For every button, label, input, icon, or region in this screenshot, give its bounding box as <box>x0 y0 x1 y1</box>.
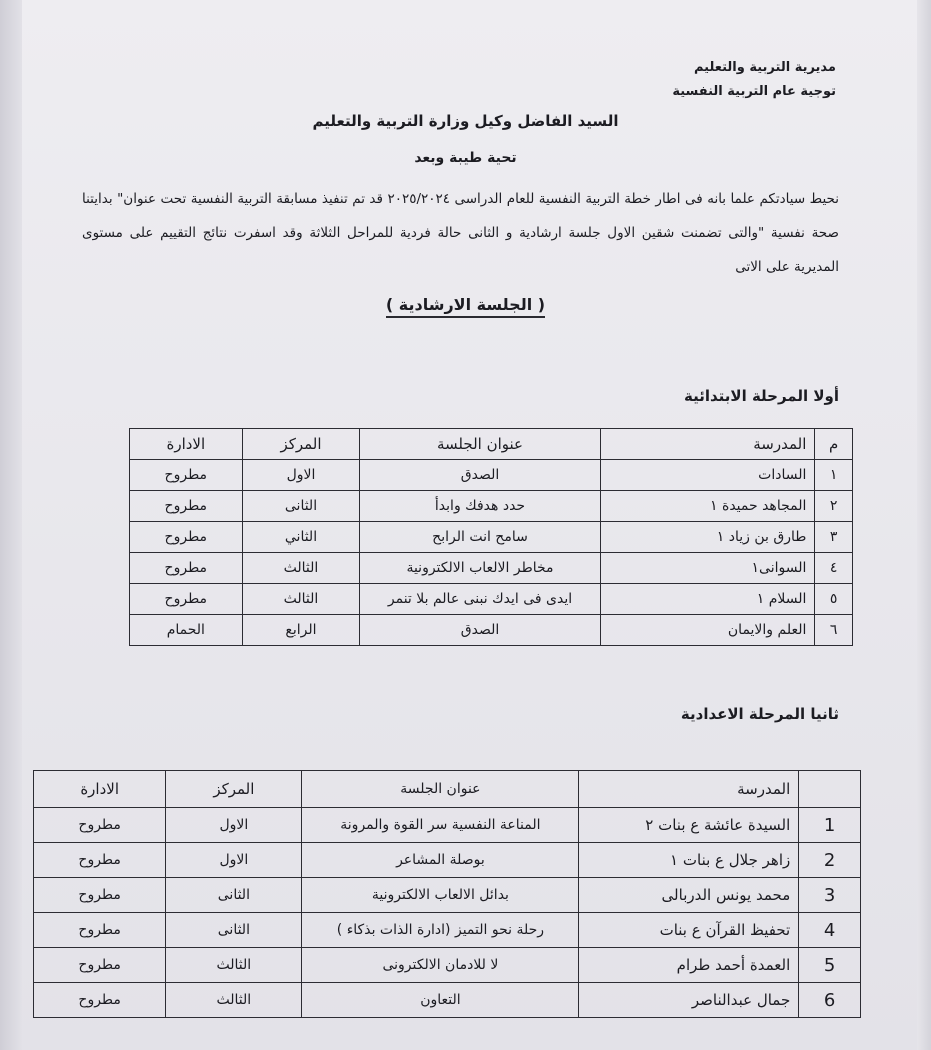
row-num: ٥ <box>815 584 853 615</box>
row-num: ٣ <box>815 522 853 553</box>
row-rank: الاول <box>166 843 302 878</box>
header-rank: المركز <box>166 771 302 808</box>
row-session-title: بدائل الالعاب الالكترونية <box>302 878 579 913</box>
table-row <box>130 491 853 522</box>
letter-addressee: السيد الفاضل وكيل وزارة التربية والتعليم <box>312 112 619 130</box>
row-session-title: بوصلة المشاعر <box>302 843 579 878</box>
row-num: 3 <box>799 878 861 913</box>
row-num: 5 <box>799 948 861 983</box>
header-session-title: عنوان الجلسة <box>360 429 600 460</box>
preparatory-results-table <box>33 770 861 1018</box>
row-rank: الثالث <box>242 553 360 584</box>
row-school: تحفيظ القرآن ع بنات <box>579 913 799 948</box>
letter-greeting: تحية طيبة وبعد <box>414 150 517 166</box>
row-school: السادات <box>600 460 815 491</box>
row-num: 1 <box>799 808 861 843</box>
directorate-name: مديرية التربية والتعليم <box>693 60 836 75</box>
row-admin: مطروح <box>34 808 166 843</box>
row-admin: مطروح <box>130 584 243 615</box>
row-session-title: المناعة النفسية سر القوة والمرونة <box>302 808 579 843</box>
row-session-title: التعاون <box>302 983 579 1018</box>
primary-results-table <box>129 428 853 646</box>
department-name: توجية عام التربية النفسية <box>672 84 836 99</box>
row-admin: مطروح <box>130 491 243 522</box>
session-heading <box>0 295 931 314</box>
row-session-title: حدد هدفك وابدأ <box>360 491 600 522</box>
row-admin: مطروح <box>34 843 166 878</box>
preparatory-stage-title: ثانيا المرحلة الاعدادية <box>680 705 839 723</box>
row-rank: الثالث <box>166 983 302 1018</box>
row-num: ٢ <box>815 491 853 522</box>
table-row <box>130 584 853 615</box>
header-admin: الادارة <box>130 429 243 460</box>
row-school: المجاهد حميدة ١ <box>600 491 815 522</box>
row-session-title: سامح انت الرابح <box>360 522 600 553</box>
header-school: المدرسة <box>600 429 815 460</box>
header-admin: الادارة <box>34 771 166 808</box>
row-admin: مطروح <box>34 913 166 948</box>
row-rank: الثالث <box>242 584 360 615</box>
header-rank: المركز <box>242 429 360 460</box>
row-num: ٤ <box>815 553 853 584</box>
row-admin: مطروح <box>130 522 243 553</box>
row-school: السوانى١ <box>600 553 815 584</box>
row-rank: الثانى <box>166 878 302 913</box>
row-admin: مطروح <box>34 878 166 913</box>
table-row <box>130 522 853 553</box>
table-row <box>130 615 853 646</box>
row-school: طارق بن زياد ١ <box>600 522 815 553</box>
header-session-title: عنوان الجلسة <box>302 771 579 808</box>
row-school: العمدة أحمد طرام <box>579 948 799 983</box>
table-row <box>34 878 861 913</box>
row-admin: الحمام <box>130 615 243 646</box>
row-school: العلم والايمان <box>600 615 815 646</box>
table-row <box>34 948 861 983</box>
row-session-title: مخاطر الالعاب الالكترونية <box>360 553 600 584</box>
row-admin: مطروح <box>130 460 243 491</box>
row-session-title: لا للادمان الالكترونى <box>302 948 579 983</box>
row-rank: الاول <box>166 808 302 843</box>
row-num: ١ <box>815 460 853 491</box>
letter-body: نحيط سيادتكم علما بانه فى اطار خطة التربية النفسية للعام الدراسى ٢٠٢٥/٢٠٢٤ قد تم تنفيذ مسابقة التربية النفسية تحت عنوان" بدايتنا صحة نفسية "والتى تضمنت شقين الاول جلسة ارشادية و الثانى حالة فردية للمراحل الثلاثة وقد اسفرت نتائج التقييم على مستوى المديرية على الاتى <box>82 191 839 275</box>
row-num: 4 <box>799 913 861 948</box>
table-row <box>34 808 861 843</box>
row-admin: مطروح <box>34 948 166 983</box>
row-num: 2 <box>799 843 861 878</box>
row-rank: الثانى <box>242 491 360 522</box>
table-row <box>34 843 861 878</box>
row-session-title: الصدق <box>360 460 600 491</box>
row-session-title: ايدى فى ايدك نبنى عالم بلا تنمر <box>360 584 600 615</box>
row-school: السيدة عائشة ع بنات ٢ <box>579 808 799 843</box>
primary-stage-title: أولا المرحلة الابتدائية <box>684 387 839 405</box>
row-rank: الثاني <box>242 522 360 553</box>
row-school: محمد يونس الدربالى <box>579 878 799 913</box>
header-num <box>799 771 861 808</box>
row-session-title: الصدق <box>360 615 600 646</box>
row-rank: الثالث <box>166 948 302 983</box>
row-num: 6 <box>799 983 861 1018</box>
row-admin: مطروح <box>34 983 166 1018</box>
table-row <box>130 460 853 491</box>
session-heading-text: ( الجلسة الارشادية ) <box>386 295 545 318</box>
row-school: السلام ١ <box>600 584 815 615</box>
row-rank: الرابع <box>242 615 360 646</box>
table-row <box>130 553 853 584</box>
row-num: ٦ <box>815 615 853 646</box>
table-header-row <box>34 771 861 808</box>
table-header-row <box>130 429 853 460</box>
row-session-title: رحلة نحو التميز (ادارة الذات بذكاء ) <box>302 913 579 948</box>
row-rank: الاول <box>242 460 360 491</box>
row-rank: الثانى <box>166 913 302 948</box>
header-school: المدرسة <box>579 771 799 808</box>
row-school: جمال عبدالناصر <box>579 983 799 1018</box>
table-row <box>34 983 861 1018</box>
row-admin: مطروح <box>130 553 243 584</box>
table-row <box>34 913 861 948</box>
row-school: زاهر جلال ع بنات ١ <box>579 843 799 878</box>
header-num: م <box>815 429 853 460</box>
